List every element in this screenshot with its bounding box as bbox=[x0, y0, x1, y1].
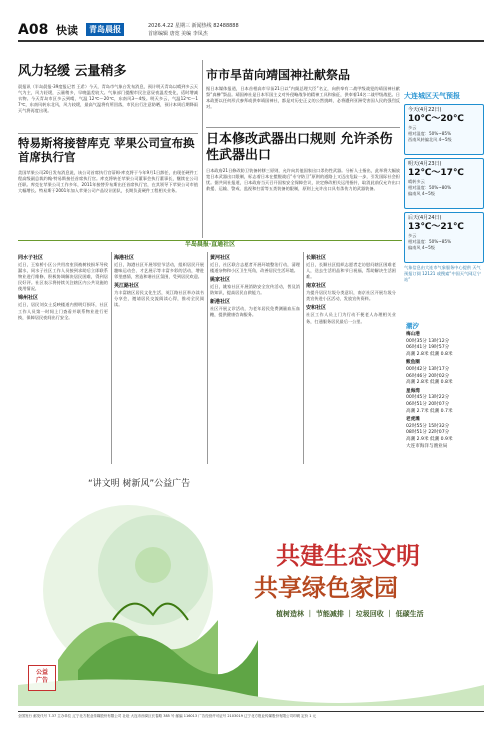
masthead-rule bbox=[18, 40, 484, 42]
local-item-heading: 同水子社区 bbox=[18, 255, 44, 261]
local-item-body: 为提升居民垃圾分类意识，南京社区开展垃圾分类宣传进小区活动，发放宣传资料。 bbox=[306, 290, 396, 302]
local-news-columns bbox=[18, 252, 402, 467]
weather-humidity: 相对湿度：50%~80% bbox=[408, 185, 452, 190]
tide-station-name: 星海湾 bbox=[406, 388, 420, 394]
local-item-body: 社区工作人员上门为行动不便老人办理相关业务，打通服务居民最后一公里。 bbox=[306, 312, 396, 324]
tide-station bbox=[406, 360, 484, 386]
local-column bbox=[306, 252, 396, 467]
weather-desc: 多云 bbox=[408, 125, 417, 130]
weather-humidity: 相对湿度：50%~85% bbox=[408, 131, 452, 136]
weather-card bbox=[404, 212, 484, 263]
local-item-body: 为丰富辖区居民文化生活，英江路社区举办读书分享会，邀请居民交流阅读心得，推动全民阅读。 bbox=[114, 290, 204, 308]
weather-desc: 晴转多云 bbox=[408, 179, 425, 184]
article-weapons-headline: 日本修改武器出口规则 允许杀伤性武器出口 bbox=[206, 132, 393, 163]
weather-panel bbox=[404, 92, 484, 292]
editor-line: 首席编辑 唐宽 美编 李凤杰 bbox=[148, 31, 208, 37]
column-divider bbox=[202, 60, 203, 238]
ad-seal: 公益 广告 bbox=[28, 665, 56, 691]
footer-rule bbox=[18, 711, 484, 712]
weather-title: 大连城区天气预报 bbox=[404, 92, 460, 100]
local-column bbox=[18, 252, 108, 467]
article-weather-headline: 风力轻缓 云量稍多 bbox=[18, 64, 127, 79]
weather-wind: 偏南风 4~5级 bbox=[408, 191, 435, 196]
section-name: 快读 bbox=[56, 24, 78, 37]
tide-row: 06时51分 20时07分 bbox=[406, 401, 450, 407]
weather-temp: 12℃～17℃ bbox=[408, 168, 464, 178]
tide-row: 06时46分 20时02分 bbox=[406, 373, 450, 379]
article-apple-body: 美国苹果公司20日发布消息说，该公司首席执行官蒂姆·库克将于今年9月1日卸任，由现任硬件工程高级副总裁约翰·特易斯接任首席执行官。库克将转任苹果公司董事会执行董事长，继续在公司任职。库克在苹果公司工作多年，2011年接替乔布斯出任首席执行官，在其领导下苹果公司市值大幅增长。特易斯于2001年加入苹果公司产品设计团队，长期负责硬件工程相关业务。 bbox=[18, 170, 198, 194]
local-item-heading: 安和社区 bbox=[306, 305, 327, 312]
ad-background-art bbox=[18, 470, 484, 706]
tide-row: 高潮 2.7米 低潮 0.7米 bbox=[406, 408, 453, 414]
local-item-body: 近日，居民刘女士反映楼道内照明灯损坏，社区工作人员第一时间上门查看并联系物业进行更换，保障居民夜间出行安全。 bbox=[18, 302, 108, 320]
weather-date: 后天(4月24日) bbox=[408, 215, 442, 221]
newspaper-logo: 青岛晨报 bbox=[86, 23, 124, 36]
tide-station-name: 鲅鱼圈 bbox=[406, 360, 420, 366]
local-item-heading: 锦州社区 bbox=[18, 295, 39, 302]
tide-source: 大连市海洋与渔业局 bbox=[406, 443, 448, 449]
weather-source: 气象信息由大连市气象服务中心提供 天气预报订阅 12121 或搜索“中国天气网辽宁站” bbox=[404, 265, 481, 282]
local-column bbox=[114, 252, 204, 467]
page-number: A08 bbox=[18, 22, 49, 38]
weather-date: 明天(4月23日) bbox=[408, 161, 442, 167]
local-item-body: 近日，海港社区开展邻里节活动，组织居民开展趣味运动会、才艺展示等丰富多彩的活动，增进邻里感情，营造和谐社区氛围，受到居民欢迎。 bbox=[114, 262, 204, 280]
ad-headline-2: 共享绿色家园 bbox=[254, 573, 398, 602]
divider bbox=[206, 127, 400, 128]
local-item-body: 近日，社区联合志愿者开展环境整治行动，清理楼道杂物和小区卫生死角，改善居民生活环境。 bbox=[210, 262, 300, 274]
divider bbox=[18, 133, 198, 134]
local-item-heading: 长顺社区 bbox=[306, 255, 327, 261]
weather-desc: 多云 bbox=[408, 233, 417, 238]
tide-station-name: 梅山港 bbox=[406, 332, 420, 337]
ad-title: “讲文明 树新风”公益广告 bbox=[88, 479, 191, 489]
tide-row: 00时45分 13时22分 bbox=[406, 395, 450, 401]
tide-row: 06时41分 19时57分 bbox=[406, 345, 450, 351]
tide-station bbox=[406, 417, 484, 443]
tide-station-name: 老虎滩 bbox=[406, 417, 420, 423]
local-column bbox=[210, 252, 300, 467]
tide-row: 高潮 2.8米 低潮 0.8米 bbox=[406, 380, 453, 386]
article-yasukuni-headline: 市市旱苗向靖国神社献祭品 bbox=[206, 68, 351, 82]
column-divider bbox=[111, 252, 112, 464]
tide-station bbox=[406, 389, 484, 415]
article-weather-body: 晨报讯（半岛晨报-39度报记者 王希）今天，青岛市气象台发布消息，预计明天青岛以晴到多云天气为主，风力轻缓，云量稍多，早晚温差较大。气象部门提醒市民注意昼夜温差变化，适时增减衣物。今天青岛市区多云到晴，气温 12℃～20℃，东南风3～4级。明天多云，气温12℃～17℃，东南风转东北风，风力较缓，最高气温将有所回落，市民出行注意防晒，预计本周后期降雨天气将再度出现。 bbox=[18, 84, 198, 114]
tide-row: 00时35分 13时12分 bbox=[406, 338, 450, 344]
weather-temp: 10℃～20℃ bbox=[408, 114, 464, 124]
local-item-body: 近日，长顺社区组织志愿者走访慰问辖区困难老人，送去生活用品和节日祝福，帮助解决生活困难。 bbox=[306, 262, 396, 280]
section-banner-label: 半岛晨报·直通社区 bbox=[181, 241, 239, 248]
ad-slogan: 植树造林 ｜ 节能减排 ｜ 垃圾回收 ｜ 低碳生活 bbox=[276, 610, 424, 618]
local-item-heading: 新港社区 bbox=[210, 299, 231, 306]
weather-card bbox=[404, 158, 484, 209]
local-item-heading: 南京社区 bbox=[306, 283, 327, 290]
public-ad bbox=[18, 470, 484, 706]
local-item-body: 社区开展义诊活动，为老年居民免费测量血压血糖，提供健康咨询服务。 bbox=[210, 306, 300, 318]
tide-title: 潮汐 bbox=[406, 322, 419, 330]
column-divider bbox=[207, 252, 208, 464]
section-banner bbox=[18, 240, 402, 249]
tide-station bbox=[406, 332, 484, 358]
local-item-heading: 黄河社区 bbox=[210, 255, 231, 261]
column-divider bbox=[303, 252, 304, 464]
tide-row: 00时42分 13时17分 bbox=[406, 366, 450, 372]
local-item-heading: 姚家社区 bbox=[210, 277, 231, 284]
article-yasukuni-body: 据日本媒体报道，日本首相高市早苗21日以“内阁总理大臣”名义，向供奉有二战甲级战犯的靖国神社献祭“真榊”祭品。靖国神社是日本军国主义对外侵略战争的精神工具和象征，供奉着14名二战甲级战犯。日本政要以任何形式参拜或供奉靖国神社，都是对历史正义的公然挑衅，必将遭到亚洲受害国人民的强烈反对。 bbox=[206, 86, 400, 110]
tide-row: 高潮 2.8米 低潮 0.8米 bbox=[406, 351, 453, 357]
tide-panel bbox=[406, 322, 484, 482]
masthead bbox=[18, 21, 484, 39]
local-item-body: 近日，王家桥小区公共用房室顶被树枝损坏导致漏水，同水子社区工作人员接到求助后立即联系物业进行维修，积极协调解决居民困难，得到居民好评。社区表示将持续关注辖区内公共设施的使用情况。 bbox=[18, 262, 108, 292]
local-item-heading: 海港社区 bbox=[114, 255, 135, 261]
tide-row: 高潮 2.9米 低潮 0.9米 bbox=[406, 436, 453, 442]
article-apple-headline: 特易斯将接替库克 苹果公司宣布换首席执行官 bbox=[18, 136, 195, 164]
date-line: 2026.4.22 星期三 新闻热线 82488888 bbox=[148, 23, 239, 29]
footer-text: 全国发行 邮发代号 7-37 主办单位 辽宁北方报业传媒股份有限公司 社址 大连市西岗区长春路 385 号 邮编 116013 广告经营许可证号 2103019 辽宁北方报业传媒股份有限公司印刷 定价 1 元 bbox=[18, 714, 317, 718]
article-weapons-body: 日本政府21日修改防卫装备转移三原则，允许向其他国家出口杀伤性武器。分析人士指出，此举将大幅放宽日本武器出口限制，标志着日本在摆脱战后“专守防卫”原则的道路上又迈出危险一步，引发国际社会担忧。据共同社报道，日本政府当天召开国家安全保障会议，决定修改相关运用指针，取消此前仅允许出口救援、运输、警戒、监视和扫雷等五类装备的限制，原则上允许出口具有杀伤力的武器装备。 bbox=[206, 168, 400, 192]
ad-headline-1: 共建生态文明 bbox=[276, 541, 420, 570]
weather-temp: 13℃～21℃ bbox=[408, 222, 464, 232]
weather-wind: 西南风转偏北风 4~5级 bbox=[408, 137, 452, 142]
weather-card bbox=[404, 104, 484, 155]
local-item-heading: 英江路社区 bbox=[114, 283, 140, 290]
local-item-body: 近日，姚家社区开展消防安全宣传活动，普及消防知识，提高居民自救能力。 bbox=[210, 284, 300, 296]
weather-date: 今天(4月22日) bbox=[408, 107, 442, 113]
tide-row: 02时55分 15时32分 bbox=[406, 423, 450, 429]
weather-humidity: 相对湿度：50%~85% bbox=[408, 239, 452, 244]
weather-wind: 偏南风 4~5级 bbox=[408, 245, 435, 250]
tide-row: 08时51分 22时07分 bbox=[406, 430, 450, 436]
